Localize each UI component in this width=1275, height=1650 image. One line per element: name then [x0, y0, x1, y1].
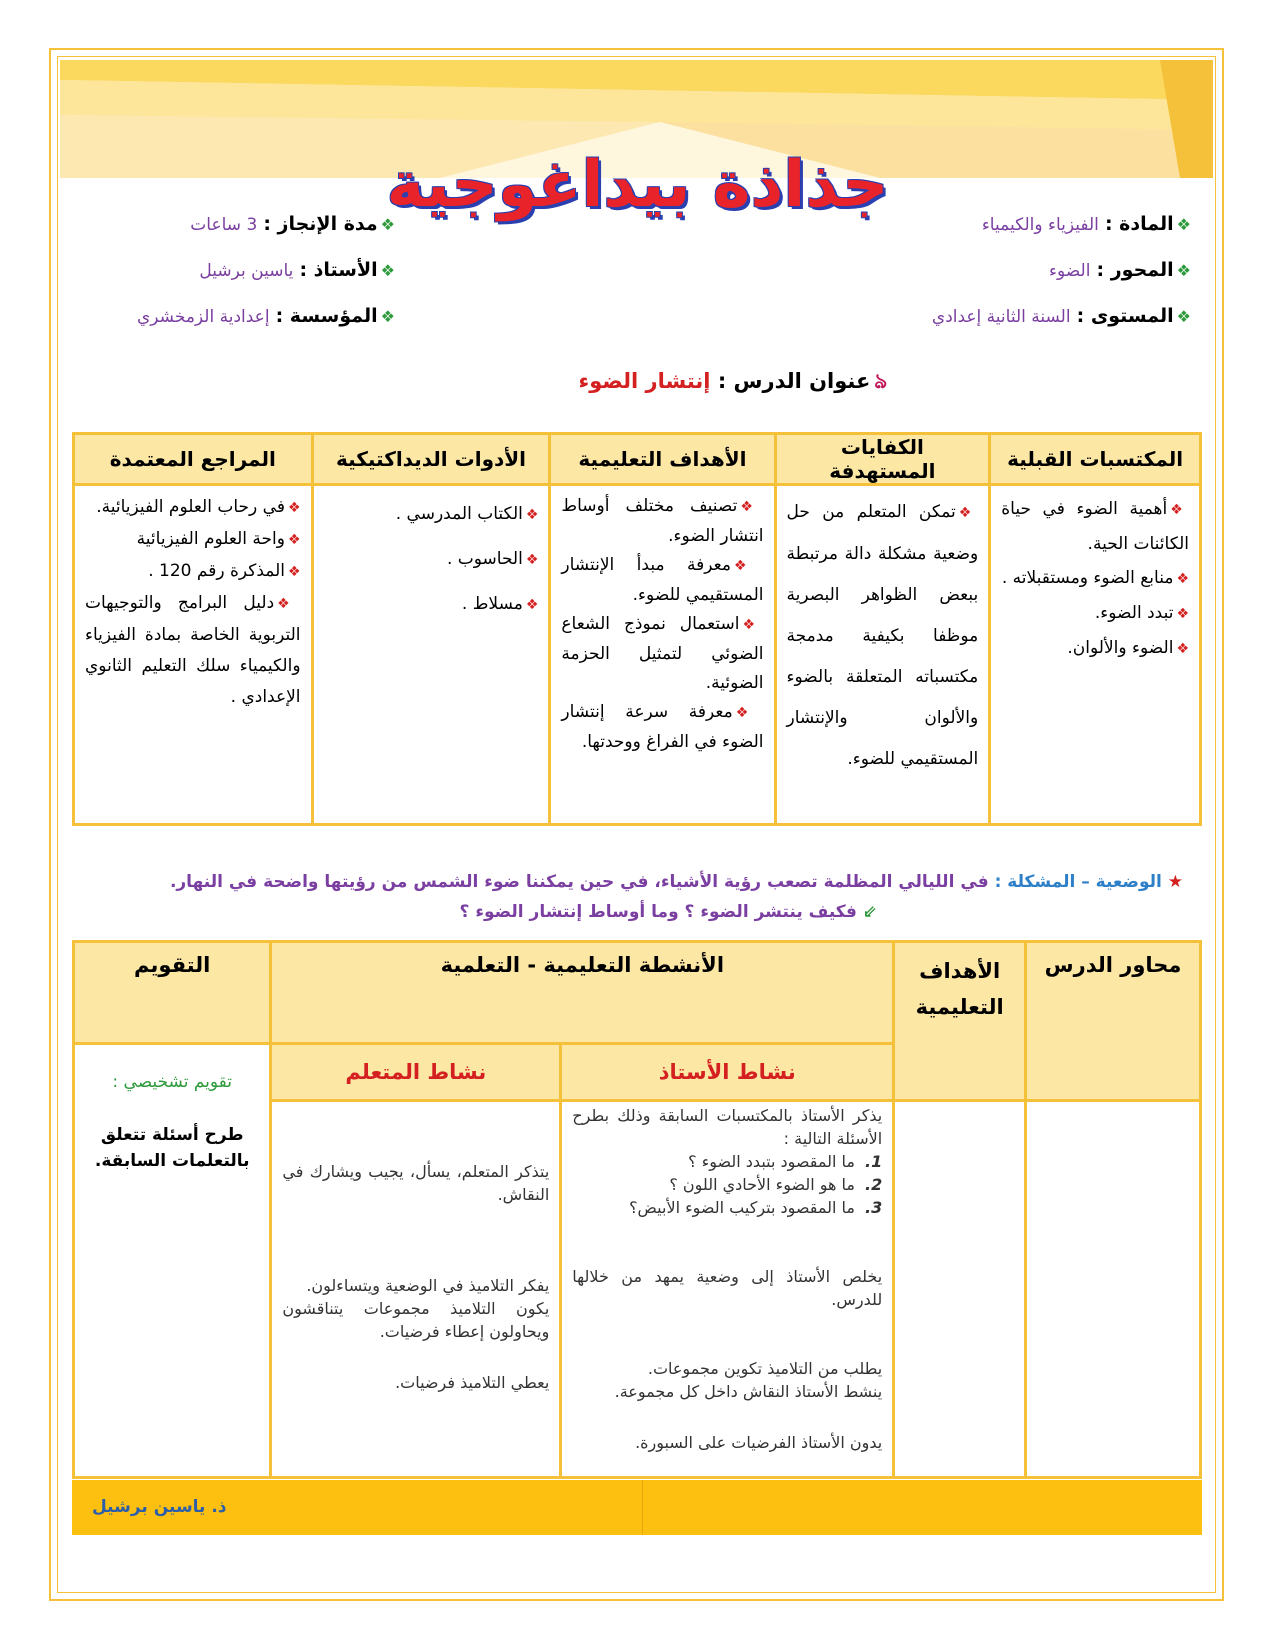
cell-axes — [1026, 1101, 1201, 1478]
cell-objectives-body — [894, 1101, 1026, 1478]
diamond-bullet-icon: ❖ — [380, 215, 395, 234]
list-item: ❖المذكرة رقم 120 . — [148, 561, 301, 581]
list-item: ❖مسلاط . — [461, 594, 539, 614]
eval-label: تقويم تشخيصي : — [112, 1072, 232, 1092]
list-item: ❖واحة العلوم الفيزيائية — [136, 529, 301, 549]
diamond-bullet-icon: ❖ — [1176, 307, 1191, 326]
list-item: ❖الضوء والألوان. — [1067, 638, 1189, 658]
cell-evaluation — [74, 1044, 271, 1478]
bullet-icon: ❖ — [742, 617, 764, 633]
info-school: ❖المؤسسة : إعدادية الزمخشري — [137, 305, 395, 327]
list-item: ❖دليل البرامج والتوجيهات التربوية الخاصة بمادة الفيزياء والكيمياء سلك التعليم الثانوي الإعدادي . — [85, 593, 301, 707]
bullet-icon: ❖ — [740, 499, 764, 515]
bullet-icon: ❖ — [1176, 641, 1189, 657]
cell-learner-activity: يتذكر المتعلم، يسأل، يجيب ويشارك في النقاش. يفكر التلاميذ في الوضعية ويتساءلون. يكون التلاميذ مجموعات يتناقشون ويحاولون إعطاء فرضيات. يعطي التلاميذ فرضيات. — [271, 1101, 561, 1478]
lesson-overview-table — [72, 432, 1202, 826]
arrow-icon: ⇙ — [862, 902, 877, 922]
list-item: 1.ما المقصود بتبدد الضوء ؟ — [688, 1152, 883, 1171]
cell-competency: ❖تمكن المتعلم من حل وضعية مشكلة دالة مرتبطة ببعض الظواهر البصرية موظفا بكيفية مدمجة مكتسباته المتعلقة بالضوء والألوان والإنتشار المستقيمي للضوء. — [775, 485, 990, 825]
info-duration: ❖مدة الإنجاز : 3 ساعات — [190, 213, 395, 235]
list-item: ❖تصنيف مختلف أوساط انتشار الضوء. — [561, 496, 764, 546]
th-learner-activity: نشاط المتعلم — [271, 1044, 561, 1101]
th-objectives: الأهداف التعليمية — [550, 434, 775, 485]
cell-refs — [74, 485, 313, 825]
list-item: ❖معرفة مبدأ الإنتشار المستقيمي للضوء. — [561, 555, 764, 605]
th-tools: الأدوات الديداكتيكية — [312, 434, 550, 485]
list-item: ❖استعمال نموذج الشعاع الضوئي لتمثيل الحزمة الضوئية. — [561, 614, 764, 693]
bullet-icon: ❖ — [735, 705, 764, 721]
cell-teacher-activity: يذكر الأستاذ بالمكتسبات السابقة وذلك بطرح الأسئلة التالية : 1.ما المقصود بتبدد الضوء ؟ 2.ما هو الضوء الأحادي اللون ؟ 3.ما المقصود بتركيب الضوء الأبيض؟ يخلص الأستاذ إلى وضعية يمهد من خلالها للدرس. يطلب من التلاميذ تكوين مجموعات. ينشط الأستاذ النقاش داخل كل مجموعة. يدون الأستاذ الفرضيات على السبورة. — [561, 1101, 894, 1478]
info-subject: ❖المادة : الفيزياء والكيمياء — [981, 213, 1191, 235]
bullet-icon: ❖ — [525, 597, 539, 613]
info-axis: ❖المحور : الضوء — [1049, 259, 1191, 281]
diamond-bullet-icon: ❖ — [1176, 215, 1191, 234]
list-item: ❖الحاسوب . — [446, 549, 539, 569]
list-item: ❖الكتاب المدرسي . — [395, 504, 539, 524]
list-item: ❖تبدد الضوء. — [1094, 603, 1189, 623]
diamond-bullet-icon: ❖ — [380, 261, 395, 280]
list-item: ❖في رحاب العلوم الفيزيائية. — [96, 497, 301, 517]
page-title: جذاذة بيداغوجية — [386, 148, 889, 222]
eval-text: طرح أسئلة تتعلق بالتعلمات السابقة. — [94, 1125, 250, 1171]
th-objectives: الأهداف التعليمية — [894, 942, 1026, 1101]
activities-table — [72, 940, 1202, 1479]
th-eval: التقويم — [74, 942, 271, 1044]
list-item: ❖معرفة سرعة إنتشار الضوء في الفراغ ووحدتها. — [561, 702, 764, 752]
bullet-icon: ❖ — [958, 505, 979, 521]
th-axes: محاور الدرس — [1026, 942, 1201, 1101]
bullet-icon: ❖ — [287, 532, 301, 548]
questions-list — [572, 1150, 882, 1219]
footer-author: ذ. ياسين برشيل — [92, 1497, 227, 1517]
bullet-icon: ❖ — [733, 558, 764, 574]
cell-tools — [312, 485, 550, 825]
bullet-icon: ❖ — [287, 500, 301, 516]
bullet-icon: ❖ — [525, 507, 539, 523]
bullet-icon: ❖ — [1176, 606, 1189, 622]
bullet-icon: ❖ — [1170, 502, 1189, 518]
problem-situation: ★ الوضعية – المشكلة : في الليالي المظلمة تصعب رؤية الأشياء، في حين يمكننا ضوء الشمس من رؤيتها واضحة في النهار. — [169, 872, 1183, 892]
diamond-bullet-icon: ❖ — [380, 307, 395, 326]
th-activities: الأنشطة التعليمية - التعلمية — [271, 942, 894, 1044]
bullet-icon: ❖ — [1176, 571, 1189, 587]
bullet-icon: ❖ — [525, 552, 539, 568]
bullet-icon: ❖ — [277, 596, 301, 612]
list-item: 2.ما هو الضوء الأحادي اللون ؟ — [669, 1175, 883, 1194]
diamond-bullet-icon: ❖ — [1176, 261, 1191, 280]
th-competency: الكفايات المستهدفة — [775, 434, 990, 485]
th-teacher-activity: نشاط الأستاذ — [561, 1044, 894, 1101]
list-item: ❖أهمية الضوء في حياة الكائنات الحية. — [1001, 499, 1189, 554]
footer-bar — [72, 1480, 1202, 1535]
lesson-title: ঌعنوان الدرس : إنتشار الضوء — [578, 369, 887, 393]
ornament-icon: ঌ — [874, 369, 887, 393]
cell-prior — [990, 485, 1201, 825]
info-teacher: ❖الأستاذ : ياسين برشيل — [199, 259, 395, 281]
list-item: 3.ما المقصود بتركيب الضوء الأبيض؟ — [629, 1198, 883, 1217]
star-icon: ★ — [1167, 872, 1183, 892]
th-prior: المكتسبات القبلية — [990, 434, 1201, 485]
problem-question: ⇙ فكيف ينتشر الضوء ؟ وما أوساط إنتشار الضوء ؟ — [459, 902, 877, 922]
th-refs: المراجع المعتمدة — [74, 434, 313, 485]
list-item: ❖منابع الضوء ومستقبلاته . — [1001, 568, 1189, 588]
info-level: ❖المستوى : السنة الثانية إعدادي — [931, 305, 1191, 327]
bullet-icon: ❖ — [287, 564, 301, 580]
cell-objectives — [550, 485, 775, 825]
